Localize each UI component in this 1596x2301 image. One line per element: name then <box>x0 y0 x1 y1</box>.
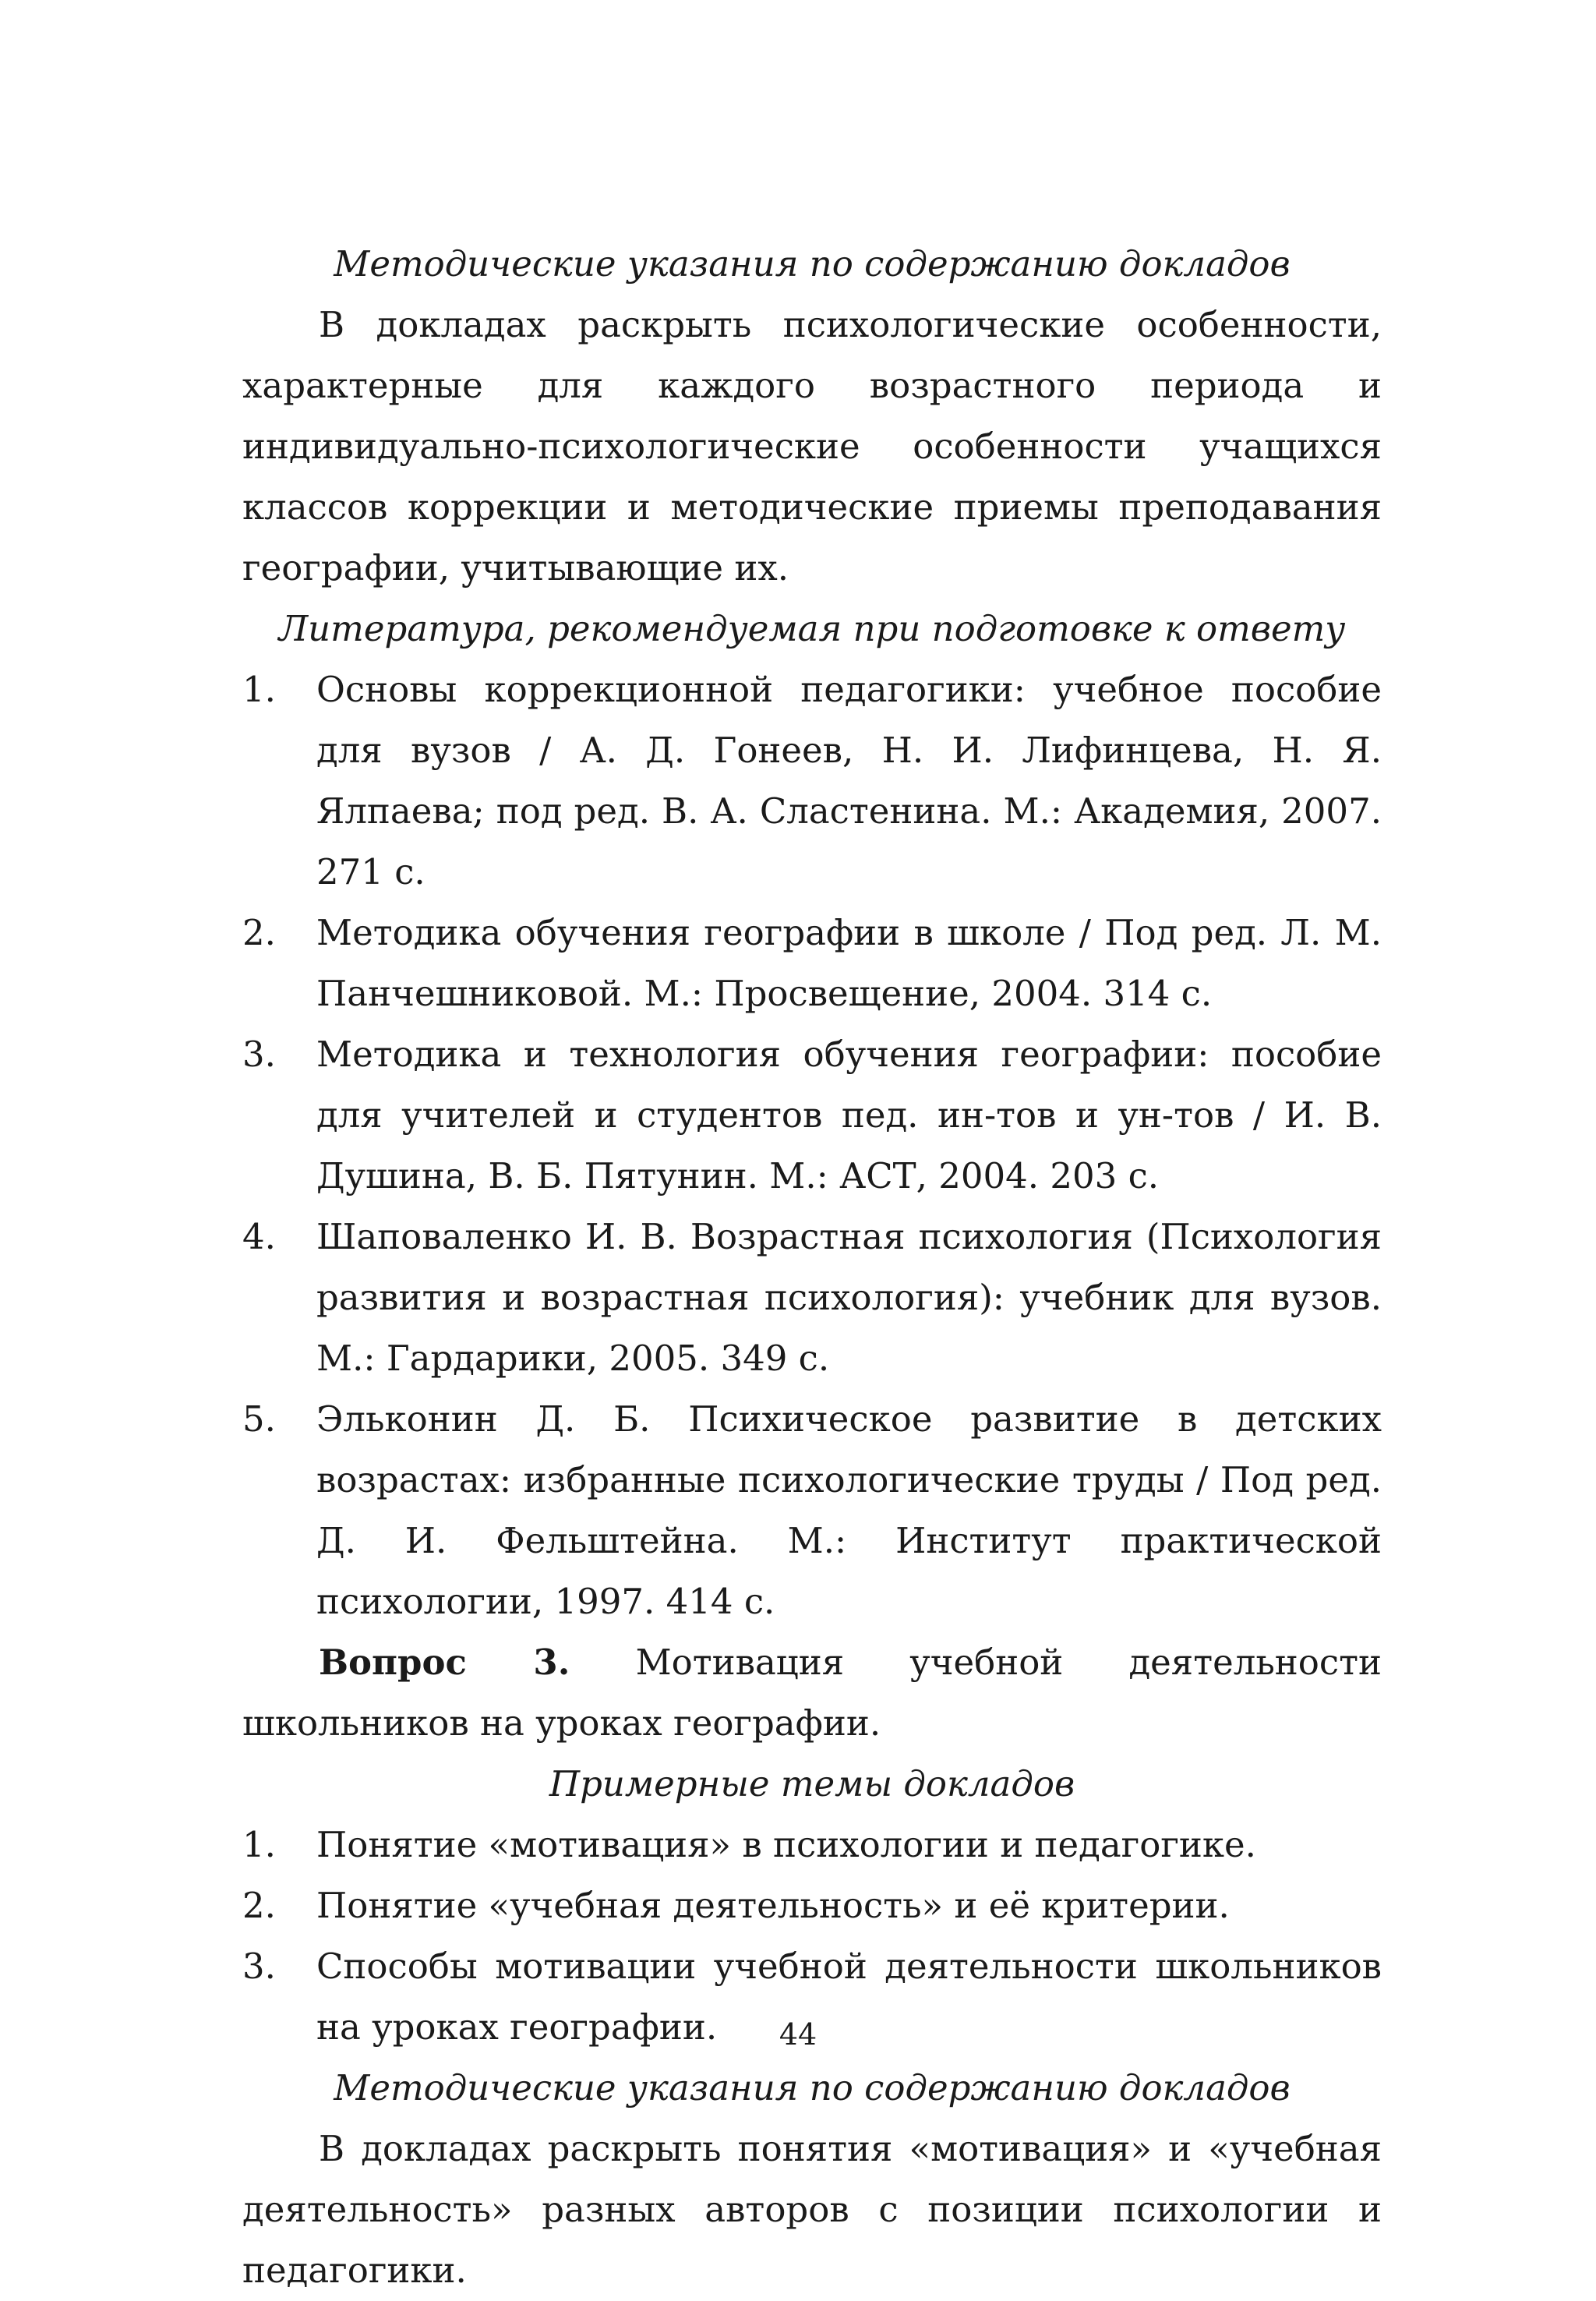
literature-heading: Литература, рекомендуемая при подготовке к ответу <box>278 608 1346 649</box>
list-item-text: Шаповаленко И. В. Возрастная психология (Психология развития и возрастная психология): учебник для вузов. М.: Гардарики, 2005. 349 с. <box>316 1216 1382 1379</box>
list-item <box>242 1389 1382 1632</box>
list-item <box>242 1815 1382 1875</box>
guidelines-heading-2: Методические указания по содержанию докладов <box>334 2067 1291 2108</box>
list-item-text: Основы коррекционной педагогики: учебное пособие для вузов / А. Д. Гонеев, Н. И. Лифинцева, Н. Я. Ялпаева; под ред. В. А. Сластенина. М.: Академия, 2007. 271 с. <box>316 669 1382 892</box>
list-item-text: Понятие «учебная деятельность» и её критерии. <box>316 1885 1230 1926</box>
page-number: 44 <box>779 2017 817 2052</box>
list-item-number: 1. <box>242 1824 276 1865</box>
list-item-text: Эльконин Д. Б. Психическое развитие в детских возрастах: избранные психологические труды / Под ред. Д. И. Фельштейна. М.: Институт практической психологии, 1997. 414 с. <box>316 1398 1382 1622</box>
list-item-text: Методика и технология обучения географии: пособие для учителей и студентов пед. ин-тов и ун-тов / И. В. Душина, В. Б. Пятунин. М.: АСТ, 2004. 203 с. <box>316 1034 1382 1196</box>
guidelines-paragraph-2: В докладах раскрыть понятия «мотивация» и «учебная деятельность» разных авторов с позиции психологии и педагогики. <box>242 2128 1382 2291</box>
list-item <box>242 1875 1382 1936</box>
literature-list <box>242 659 1382 1632</box>
list-item-number: 2. <box>242 912 276 953</box>
list-item-number: 4. <box>242 1216 276 1257</box>
list-item-number: 1. <box>242 669 276 710</box>
question-text: Мотивация учебной деятельности школьников на уроках географии. <box>242 1642 1382 1744</box>
question-paragraph <box>242 1632 1382 1754</box>
list-item-number: 3. <box>242 1946 276 1987</box>
list-item-text: Понятие «мотивация» в психологии и педагогике. <box>316 1824 1256 1865</box>
question-label: Вопрос 3. <box>319 1642 570 1683</box>
page-body <box>242 234 1382 2301</box>
guidelines-heading: Методические указания по содержанию докладов <box>334 243 1291 285</box>
list-item-text: Способы мотивации учебной деятельности школьников на уроках географии. <box>316 1946 1382 2048</box>
list-item <box>242 903 1382 1024</box>
list-item-text: Методика обучения географии в школе / Под ред. Л. М. Панчешниковой. М.: Просвещение, 2004. 314 с. <box>316 912 1382 1014</box>
list-item <box>242 1024 1382 1207</box>
list-item <box>242 659 1382 903</box>
list-item <box>242 1207 1382 1389</box>
list-item-number: 5. <box>242 1398 276 1440</box>
list-item-number: 2. <box>242 1885 276 1926</box>
topics-heading: Примерные темы докладов <box>549 1763 1075 1804</box>
list-item-number: 3. <box>242 1034 276 1075</box>
guidelines-paragraph: В докладах раскрыть психологические особенности, характерные для каждого возрастного периода и индивидуально-психологические особенности учащихся классов коррекции и методические приемы преподавания географии, учитывающие их. <box>242 304 1382 589</box>
